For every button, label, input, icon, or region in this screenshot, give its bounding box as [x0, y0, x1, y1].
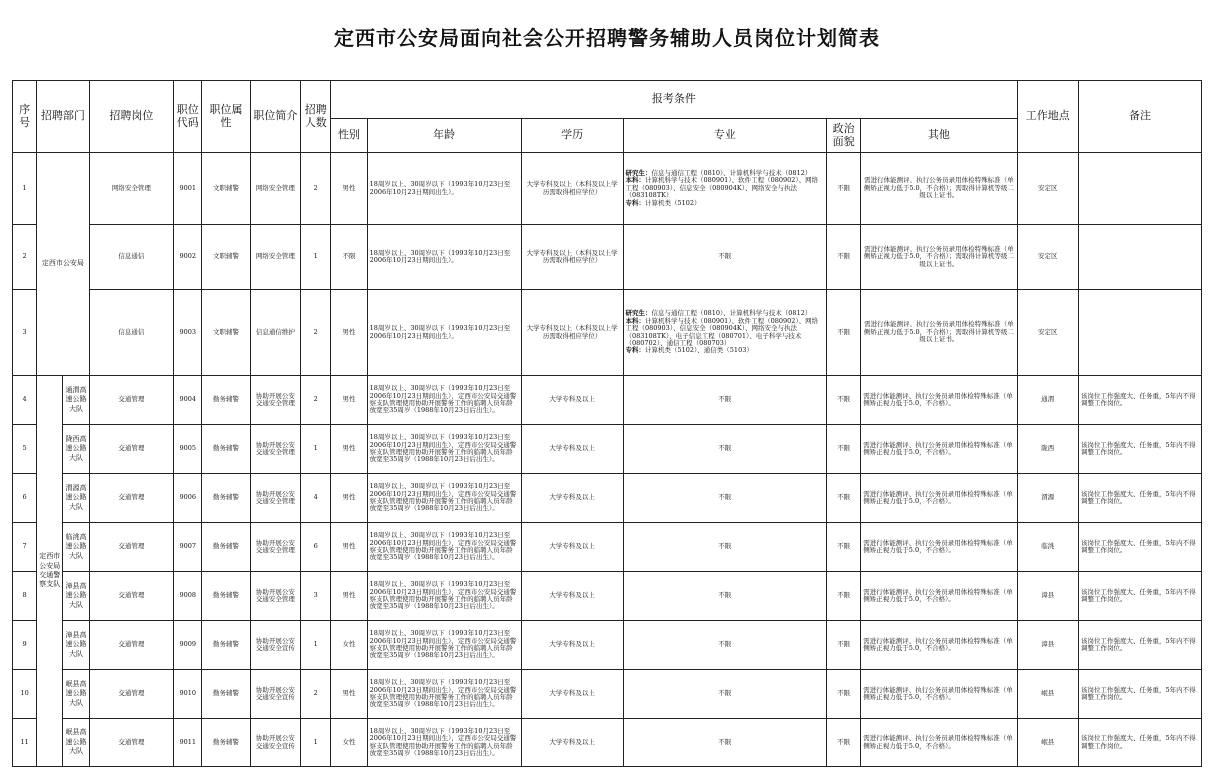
cell-post: 信息通信	[89, 225, 174, 290]
cell-age: 18周岁以上、30周岁以下（1993年10月23日至2006年10月23日期间出生），定西市公安局交通警察支队管理使用协助开展警务工作的临聘人员年龄放宽至35周岁（1988年10月23日后出生）。	[367, 621, 521, 670]
cell-intro: 网络安全管理	[250, 225, 300, 290]
cell-seq: 10	[13, 670, 37, 719]
cell-major	[623, 290, 827, 376]
cell-location: 安定区	[1017, 290, 1078, 376]
cell-age: 18周岁以上、30周岁以下（1993年10月23日至2006年10月23日期间出生），定西市公安局交通警察支队管理使用协助开展警务工作的临聘人员年龄放宽至35周岁（1988年10月23日后出生）。	[367, 572, 521, 621]
cell-count: 2	[301, 153, 331, 225]
cell-dept-group-a: 定西市公安局	[37, 153, 89, 376]
cell-seq: 4	[13, 376, 37, 425]
cell-code: 9011	[174, 719, 202, 767]
cell-count: 1	[301, 719, 331, 767]
cell-sub-dept: 漳县高速公路大队	[63, 621, 89, 670]
table-row	[13, 290, 1202, 376]
page-title: 定西市公安局面向社会公开招聘警务辅助人员岗位计划简表	[334, 26, 880, 50]
header-attr: 职位属性	[202, 81, 250, 153]
cell-major: 不限	[623, 425, 827, 474]
table-row	[13, 572, 1202, 621]
cell-age: 18周岁以上、30周岁以下（1993年10月23日至2006年10月23日期间出生）。	[367, 153, 521, 225]
cell-code: 9006	[174, 474, 202, 523]
header-major: 专业	[623, 119, 827, 153]
cell-gender: 不限	[331, 225, 367, 290]
cell-intro: 协助开展公安交通安全宣传	[250, 719, 300, 767]
cell-post: 交通管理	[89, 572, 174, 621]
cell-attr: 勤务辅警	[202, 425, 250, 474]
header-count: 招聘人数	[301, 81, 331, 153]
cell-gender: 女性	[331, 621, 367, 670]
table-row	[13, 621, 1202, 670]
cell-count: 6	[301, 523, 331, 572]
cell-sub-dept: 通渭高速公路大队	[63, 376, 89, 425]
cell-dept-group-b: 定西市公安局交通警察支队	[37, 376, 63, 767]
major-text: 计算机类（5102）	[645, 198, 701, 207]
cell-code: 9008	[174, 572, 202, 621]
header-conditions: 报考条件	[331, 81, 1017, 119]
cell-age: 18周岁以上、30周岁以下（1993年10月23日至2006年10月23日期间出生），定西市公安局交通警察支队管理使用协助开展警务工作的临聘人员年龄放宽至35周岁（1988年10月23日后出生）。	[367, 376, 521, 425]
header-edu: 学历	[521, 119, 623, 153]
cell-intro: 协助开展公安交通安全管理	[250, 523, 300, 572]
cell-other: 需进行体能测评、执行公务员录用体检特殊标准（单侧矫正视力低于5.0，不合格）；需取得计算机等级二级以上证书。	[861, 225, 1017, 290]
cell-post: 交通管理	[89, 621, 174, 670]
cell-attr: 勤务辅警	[202, 474, 250, 523]
cell-code: 9007	[174, 523, 202, 572]
cell-attr: 勤务辅警	[202, 376, 250, 425]
cell-major: 不限	[623, 670, 827, 719]
cell-gender: 男性	[331, 153, 367, 225]
cell-political: 不限	[827, 425, 861, 474]
cell-remark: 该岗位工作强度大、任务重，5年内不得调整工作岗位。	[1078, 376, 1201, 425]
header-remark: 备注	[1078, 81, 1201, 153]
cell-gender: 男性	[331, 425, 367, 474]
major-text: 计算机科学与技术（080901）、软件工程（080902）、网络工程（080903）、信息安全（080904K）、网络安全与执法（083108TK）	[625, 176, 819, 200]
cell-location: 渭源	[1017, 474, 1078, 523]
cell-remark	[1078, 153, 1201, 225]
cell-edu: 大学专科及以上	[521, 719, 623, 767]
cell-sub-dept: 漳县高速公路大队	[63, 572, 89, 621]
cell-attr: 勤务辅警	[202, 523, 250, 572]
cell-political: 不限	[827, 523, 861, 572]
cell-gender: 女性	[331, 719, 367, 767]
cell-remark: 该岗位工作强度大、任务重，5年内不得调整工作岗位。	[1078, 523, 1201, 572]
cell-other: 需进行体能测评、执行公务员录用体检特殊标准（单侧矫正视力低于5.0，不合格）。	[861, 719, 1017, 767]
cell-seq: 8	[13, 572, 37, 621]
cell-attr: 勤务辅警	[202, 719, 250, 767]
cell-political: 不限	[827, 719, 861, 767]
cell-age: 18周岁以上、30周岁以下（1993年10月23日至2006年10月23日期间出生）。	[367, 290, 521, 376]
major-label: 本科：	[625, 316, 645, 325]
cell-sub-dept: 临洮高速公路大队	[63, 523, 89, 572]
cell-age: 18周岁以上、30周岁以下（1993年10月23日至2006年10月23日期间出生），定西市公安局交通警察支队管理使用协助开展警务工作的临聘人员年龄放宽至35周岁（1988年10月23日后出生）。	[367, 474, 521, 523]
cell-edu: 大学专科及以上	[521, 621, 623, 670]
cell-attr: 勤务辅警	[202, 572, 250, 621]
cell-gender: 男性	[331, 474, 367, 523]
cell-count: 3	[301, 572, 331, 621]
cell-age: 18周岁以上、30周岁以下（1993年10月23日至2006年10月23日期间出生），定西市公安局交通警察支队管理使用协助开展警务工作的临聘人员年龄放宽至35周岁（1988年10月23日后出生）。	[367, 425, 521, 474]
cell-count: 4	[301, 474, 331, 523]
cell-location: 岷县	[1017, 670, 1078, 719]
header-seq: 序号	[13, 81, 37, 153]
major-label: 专科：	[625, 346, 645, 355]
cell-remark: 该岗位工作强度大、任务重，5年内不得调整工作岗位。	[1078, 621, 1201, 670]
cell-post: 交通管理	[89, 523, 174, 572]
cell-other: 需进行体能测评、执行公务员录用体检特殊标准（单侧矫正视力低于5.0，不合格）。	[861, 670, 1017, 719]
header-location: 工作地点	[1017, 81, 1078, 153]
cell-political: 不限	[827, 376, 861, 425]
table-row	[13, 153, 1202, 225]
cell-intro: 网络安全管理	[250, 153, 300, 225]
cell-major: 不限	[623, 474, 827, 523]
cell-attr: 勤务辅警	[202, 621, 250, 670]
cell-intro: 信息通信维护	[250, 290, 300, 376]
cell-age: 18周岁以上、30周岁以下（1993年10月23日至2006年10月23日期间出生），定西市公安局交通警察支队管理使用协助开展警务工作的临聘人员年龄放宽至35周岁（1988年10月23日后出生）。	[367, 523, 521, 572]
major-label: 研究生：	[625, 168, 652, 177]
cell-remark: 该岗位工作强度大、任务重，5年内不得调整工作岗位。	[1078, 474, 1201, 523]
cell-location: 临洮	[1017, 523, 1078, 572]
table-row	[13, 225, 1202, 290]
cell-edu: 大学专科及以上	[521, 425, 623, 474]
cell-seq: 7	[13, 523, 37, 572]
cell-code: 9004	[174, 376, 202, 425]
cell-count: 2	[301, 670, 331, 719]
cell-sub-dept: 渭源高速公路大队	[63, 474, 89, 523]
cell-code: 9005	[174, 425, 202, 474]
recruitment-table	[12, 80, 1202, 767]
cell-location: 漳县	[1017, 621, 1078, 670]
cell-seq: 11	[13, 719, 37, 767]
cell-seq: 6	[13, 474, 37, 523]
cell-major: 不限	[623, 376, 827, 425]
cell-edu: 大学专科及以上	[521, 572, 623, 621]
major-text: 计算机类（5102）、通信类（5103）	[645, 346, 753, 355]
cell-other: 需进行体能测评、执行公务员录用体检特殊标准（单侧矫正视力低于5.0，不合格）；需取得计算机等级二级以上证书。	[861, 290, 1017, 376]
cell-other: 需进行体能测评、执行公务员录用体检特殊标准（单侧矫正视力低于5.0，不合格）；需取得计算机等级二级以上证书。	[861, 153, 1017, 225]
cell-seq: 1	[13, 153, 37, 225]
table-row	[13, 719, 1202, 767]
cell-count: 1	[301, 225, 331, 290]
header-post: 招聘岗位	[89, 81, 174, 153]
cell-sub-dept: 岷县高速公路大队	[63, 719, 89, 767]
cell-code: 9009	[174, 621, 202, 670]
major-label: 本科：	[625, 176, 645, 185]
cell-code: 9001	[174, 153, 202, 225]
major-text: 信息与通信工程（0810）、计算机科学与技术（0812）	[651, 168, 812, 177]
cell-gender: 男性	[331, 572, 367, 621]
cell-age: 18周岁以上、30周岁以下（1993年10月23日至2006年10月23日期间出生）。	[367, 225, 521, 290]
cell-other: 需进行体能测评、执行公务员录用体检特殊标准（单侧矫正视力低于5.0，不合格）。	[861, 621, 1017, 670]
cell-post: 交通管理	[89, 376, 174, 425]
cell-edu: 大学专科及以上（本科及以上学历需取得相应学位）	[521, 225, 623, 290]
cell-post: 交通管理	[89, 719, 174, 767]
cell-other: 需进行体能测评、执行公务员录用体检特殊标准（单侧矫正视力低于5.0，不合格）。	[861, 572, 1017, 621]
cell-count: 2	[301, 290, 331, 376]
cell-attr: 文职辅警	[202, 290, 250, 376]
major-text: 信息与通信工程（0810）、计算机科学与技术（0812）	[651, 309, 812, 318]
cell-post: 信息通信	[89, 290, 174, 376]
major-label: 研究生：	[625, 309, 652, 318]
cell-seq: 5	[13, 425, 37, 474]
cell-location: 陇西	[1017, 425, 1078, 474]
header-intro: 职位简介	[250, 81, 300, 153]
cell-other: 需进行体能测评、执行公务员录用体检特殊标准（单侧矫正视力低于5.0，不合格）。	[861, 376, 1017, 425]
cell-political: 不限	[827, 225, 861, 290]
cell-major: 不限	[623, 225, 827, 290]
cell-intro: 协助开展公安交通安全管理	[250, 425, 300, 474]
cell-intro: 协助开展公安交通安全宣传	[250, 670, 300, 719]
cell-location: 安定区	[1017, 153, 1078, 225]
cell-remark	[1078, 225, 1201, 290]
cell-gender: 男性	[331, 376, 367, 425]
header-gender: 性别	[331, 119, 367, 153]
cell-political: 不限	[827, 474, 861, 523]
cell-major: 不限	[623, 523, 827, 572]
cell-seq: 9	[13, 621, 37, 670]
cell-remark	[1078, 290, 1201, 376]
cell-remark: 该岗位工作强度大、任务重，5年内不得调整工作岗位。	[1078, 670, 1201, 719]
cell-edu: 大学专科及以上	[521, 523, 623, 572]
cell-remark: 该岗位工作强度大、任务重，5年内不得调整工作岗位。	[1078, 719, 1201, 767]
cell-seq: 3	[13, 290, 37, 376]
major-text: 计算机科学与技术（080901）、软件工程（080902）、网络工程（080903）、信息安全（080904K）、网络安全与执法（083108TK）、电子信息工程（080701）、电子科学与技术（080702）、通信工程（080703）	[625, 316, 819, 347]
cell-code: 9002	[174, 225, 202, 290]
cell-edu: 大学专科及以上	[521, 376, 623, 425]
cell-edu: 大学专科及以上	[521, 474, 623, 523]
header-code: 职位代码	[174, 81, 202, 153]
cell-post: 交通管理	[89, 474, 174, 523]
cell-age: 18周岁以上、30周岁以下（1993年10月23日至2006年10月23日期间出生），定西市公安局交通警察支队管理使用协助开展警务工作的临聘人员年龄放宽至35周岁（1988年10月23日后出生）。	[367, 719, 521, 767]
cell-post: 交通管理	[89, 425, 174, 474]
cell-political: 不限	[827, 153, 861, 225]
cell-intro: 协助开展公安交通安全管理	[250, 376, 300, 425]
cell-code: 9010	[174, 670, 202, 719]
cell-edu: 大学专科及以上（本科及以上学历需取得相应学位）	[521, 153, 623, 225]
cell-edu: 大学专科及以上（本科及以上学历需取得相应学位）	[521, 290, 623, 376]
cell-other: 需进行体能测评、执行公务员录用体检特殊标准（单侧矫正视力低于5.0，不合格）。	[861, 425, 1017, 474]
cell-count: 1	[301, 425, 331, 474]
cell-code: 9003	[174, 290, 202, 376]
cell-gender: 男性	[331, 670, 367, 719]
cell-seq: 2	[13, 225, 37, 290]
cell-intro: 协助开展公安交通安全宣传	[250, 621, 300, 670]
cell-gender: 男性	[331, 523, 367, 572]
cell-post: 交通管理	[89, 670, 174, 719]
cell-remark: 该岗位工作强度大、任务重，5年内不得调整工作岗位。	[1078, 572, 1201, 621]
cell-political: 不限	[827, 290, 861, 376]
cell-location: 安定区	[1017, 225, 1078, 290]
cell-edu: 大学专科及以上	[521, 670, 623, 719]
table-row	[13, 376, 1202, 425]
major-label: 专科：	[625, 198, 645, 207]
cell-remark: 该岗位工作强度大、任务重，5年内不得调整工作岗位。	[1078, 425, 1201, 474]
header-political: 政治面貌	[827, 119, 861, 153]
cell-post: 网络安全管理	[89, 153, 174, 225]
cell-attr: 文职辅警	[202, 225, 250, 290]
table-row	[13, 523, 1202, 572]
cell-attr: 文职辅警	[202, 153, 250, 225]
cell-intro: 协助开展公安交通安全管理	[250, 572, 300, 621]
table-row	[13, 670, 1202, 719]
cell-sub-dept: 陇西高速公路大队	[63, 425, 89, 474]
cell-major	[623, 153, 827, 225]
cell-other: 需进行体能测评、执行公务员录用体检特殊标准（单侧矫正视力低于5.0，不合格）。	[861, 474, 1017, 523]
cell-location: 通渭	[1017, 376, 1078, 425]
table-row	[13, 474, 1202, 523]
cell-attr: 勤务辅警	[202, 670, 250, 719]
cell-major: 不限	[623, 621, 827, 670]
cell-political: 不限	[827, 572, 861, 621]
cell-age: 18周岁以上、30周岁以下（1993年10月23日至2006年10月23日期间出生），定西市公安局交通警察支队管理使用协助开展警务工作的临聘人员年龄放宽至35周岁（1988年10月23日后出生）。	[367, 670, 521, 719]
header-age: 年龄	[367, 119, 521, 153]
cell-sub-dept: 岷县高速公路大队	[63, 670, 89, 719]
cell-gender: 男性	[331, 290, 367, 376]
cell-political: 不限	[827, 621, 861, 670]
cell-major: 不限	[623, 719, 827, 767]
table-row	[13, 425, 1202, 474]
cell-major: 不限	[623, 572, 827, 621]
cell-count: 2	[301, 376, 331, 425]
cell-intro: 协助开展公安交通安全管理	[250, 474, 300, 523]
cell-other: 需进行体能测评、执行公务员录用体检特殊标准（单侧矫正视力低于5.0，不合格）。	[861, 523, 1017, 572]
cell-count: 1	[301, 621, 331, 670]
cell-location: 岷县	[1017, 719, 1078, 767]
header-other: 其他	[861, 119, 1017, 153]
header-dept: 招聘部门	[37, 81, 89, 153]
cell-location: 漳县	[1017, 572, 1078, 621]
cell-political: 不限	[827, 670, 861, 719]
